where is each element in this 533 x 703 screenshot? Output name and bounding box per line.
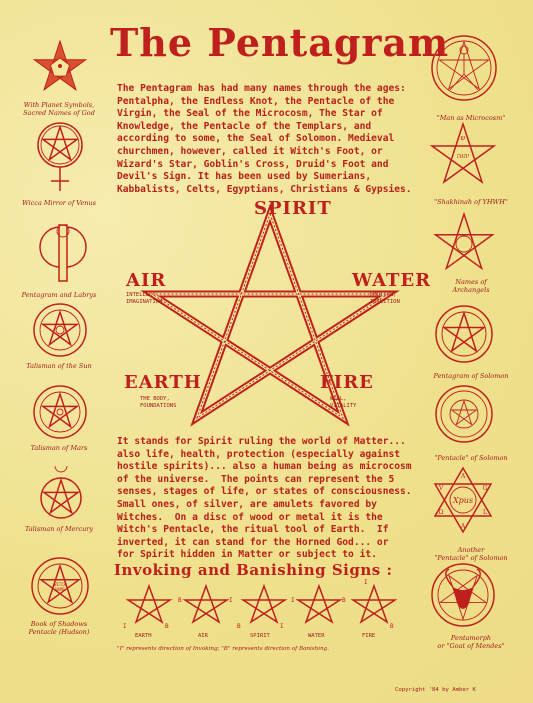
- mercury-talisman-symbol: [38, 464, 84, 520]
- tetragrammaton-glyph: יהוה: [456, 152, 470, 160]
- pentagram-of-solomon-symbol: [434, 304, 494, 364]
- pentagram-labrys-symbol: [38, 222, 88, 287]
- hexagram-letter-omega: Ω: [438, 509, 444, 516]
- element-air: AIR: [126, 270, 167, 291]
- sign-label-spirit: SPIRIT: [250, 633, 270, 639]
- element-spirit: SPIRIT: [254, 198, 332, 219]
- caption-planet-symbols: With Planet Symbols, Sacred Names of God: [23, 101, 95, 117]
- archangels-symbol: [432, 212, 496, 276]
- planet-symbols-pentagram: [30, 38, 90, 98]
- goat-of-mendes-symbol: [430, 562, 496, 628]
- venus-mirror-symbol: [35, 120, 85, 195]
- sign-air-banish-mark: B: [178, 597, 182, 604]
- caption-mars-talisman: Talisman of Mars: [30, 444, 88, 452]
- body-paragraph: It stands for Spirit ruling the world of Matter... also life, health, protection (especially against hostile spirits)... also a human being as microcosm of the universe. The points can represent the 5 senses, stages of life, or states of consciousness. Small ones, of silver, are amulets favored by Witches. On a disc of wood or metal it is the Witch's Pentacle, the ritual tool of Earth. If inverted, it can stand for the Horned God... or for Spirit hidden in Matter or subject to it.: [117, 436, 412, 561]
- sign-water-invoke-mark: I: [291, 597, 295, 604]
- caption-book-of-shadows: Book of Shadows Pentacle (Hudson): [28, 620, 90, 636]
- hexagram-letter-v: V: [438, 485, 444, 492]
- sign-star-spirit: [237, 586, 285, 630]
- intro-paragraph: The Pentagram has had many names through the ages: Pentalpha, the Endless Knot, the Pentacle of the Virgin, the Seal of the Microcosm, The Star of Knowledge, the Pentacle of the Templars, and according to some, the Seal of Solomon. Medieval churchmen, however, called it Witch's Foot, or Wizard's Star, Goblin's Cross, Druid's Foot and Devil's Sign. It has been used by Sumerians, Kabbalists, Celts, Egyptians, Christians & Gypsies.: [117, 83, 412, 195]
- sign-earth-banish-mark: B: [165, 623, 169, 630]
- caption-venus-mirror: Wicca Mirror of Venus: [22, 199, 96, 207]
- book-of-shadows-pentacle: [30, 556, 90, 616]
- shakhinah-symbol: [428, 122, 498, 190]
- sign-earth-invoke-mark: I: [123, 623, 127, 630]
- sign-star-fire: [353, 579, 395, 630]
- hexagram-letter-g: G: [482, 485, 488, 492]
- caption-man-microcosm: "Man as Microcosm": [436, 114, 506, 122]
- sign-spirit-invoke-mark: I: [280, 623, 284, 630]
- sign-label-water: WATER: [308, 633, 325, 639]
- caption-mercury-talisman: Talisman of Mercury: [24, 525, 94, 533]
- sun-talisman-symbol: [32, 302, 88, 358]
- xpus-glyph: Xpus: [452, 496, 474, 505]
- sign-label-air: AIR: [198, 633, 208, 639]
- caption-pentagram-solomon: Pentagram of Solomon: [433, 372, 509, 380]
- element-earth: EARTH: [124, 372, 202, 393]
- sign-spirit-banish-mark: B: [237, 623, 241, 630]
- element-earth-sub: THE BODY, FOUNDATIONS: [140, 396, 177, 409]
- hexagram-pentacle-symbol: [428, 464, 498, 536]
- caption-sun-talisman: Talisman of the Sun: [26, 362, 92, 370]
- signs-note: "I" represents direction of Invoking; "B" represents direction of Banishing.: [117, 646, 330, 652]
- caption-hexagram: Another "Pentacle" of Solomon: [434, 546, 508, 562]
- sign-label-fire: FIRE: [362, 633, 376, 639]
- shin-glyph: ש: [460, 134, 466, 142]
- sign-label-earth: EARTH: [135, 633, 152, 639]
- page-title: The Pentagram: [110, 20, 450, 65]
- element-water: WATER: [352, 270, 432, 291]
- element-air-sub: INTELLECT, IMAGINATION: [126, 292, 163, 305]
- caption-pentacle-solomon: "Pentacle" of Solomon: [434, 454, 508, 462]
- mars-talisman-symbol: [32, 384, 88, 440]
- man-as-microcosm-symbol: [430, 34, 498, 102]
- element-fire: FIRE: [320, 372, 374, 393]
- sign-fire-invoke-mark: I: [364, 579, 368, 586]
- hexagram-letter-l: L: [483, 509, 487, 516]
- hexagram-letter-a2: A: [460, 523, 466, 530]
- signs-row: [123, 579, 404, 632]
- hexagram-letter-a1: A: [460, 473, 466, 480]
- element-fire-sub: WILL, VITALITY: [330, 396, 357, 409]
- element-water-sub: EMOTION, INTUITION: [370, 292, 400, 305]
- sign-star-air: [178, 586, 233, 622]
- caption-labrys: Pentagram and Labrys: [21, 291, 97, 299]
- sign-fire-banish-mark: B: [390, 623, 394, 630]
- pentacle-of-solomon-symbol: [434, 384, 494, 444]
- sign-water-banish-mark: B: [342, 597, 346, 604]
- sign-star-earth: [123, 586, 170, 630]
- caption-shakhinah: "Shakhinah of YHWH": [434, 198, 508, 206]
- caption-archangels: Names of Archangels: [452, 278, 490, 294]
- signs-title: Invoking and Banishing Signs :: [114, 561, 393, 579]
- copyright: Copyright '84 by Amber K: [395, 687, 476, 693]
- caption-goat-of-mendes: Pentamorph or "Goat of Mendes": [437, 634, 505, 650]
- sign-air-invoke-mark: I: [229, 597, 233, 604]
- bos-text: WITCH NAME: [53, 582, 67, 592]
- sign-star-water: [291, 586, 346, 622]
